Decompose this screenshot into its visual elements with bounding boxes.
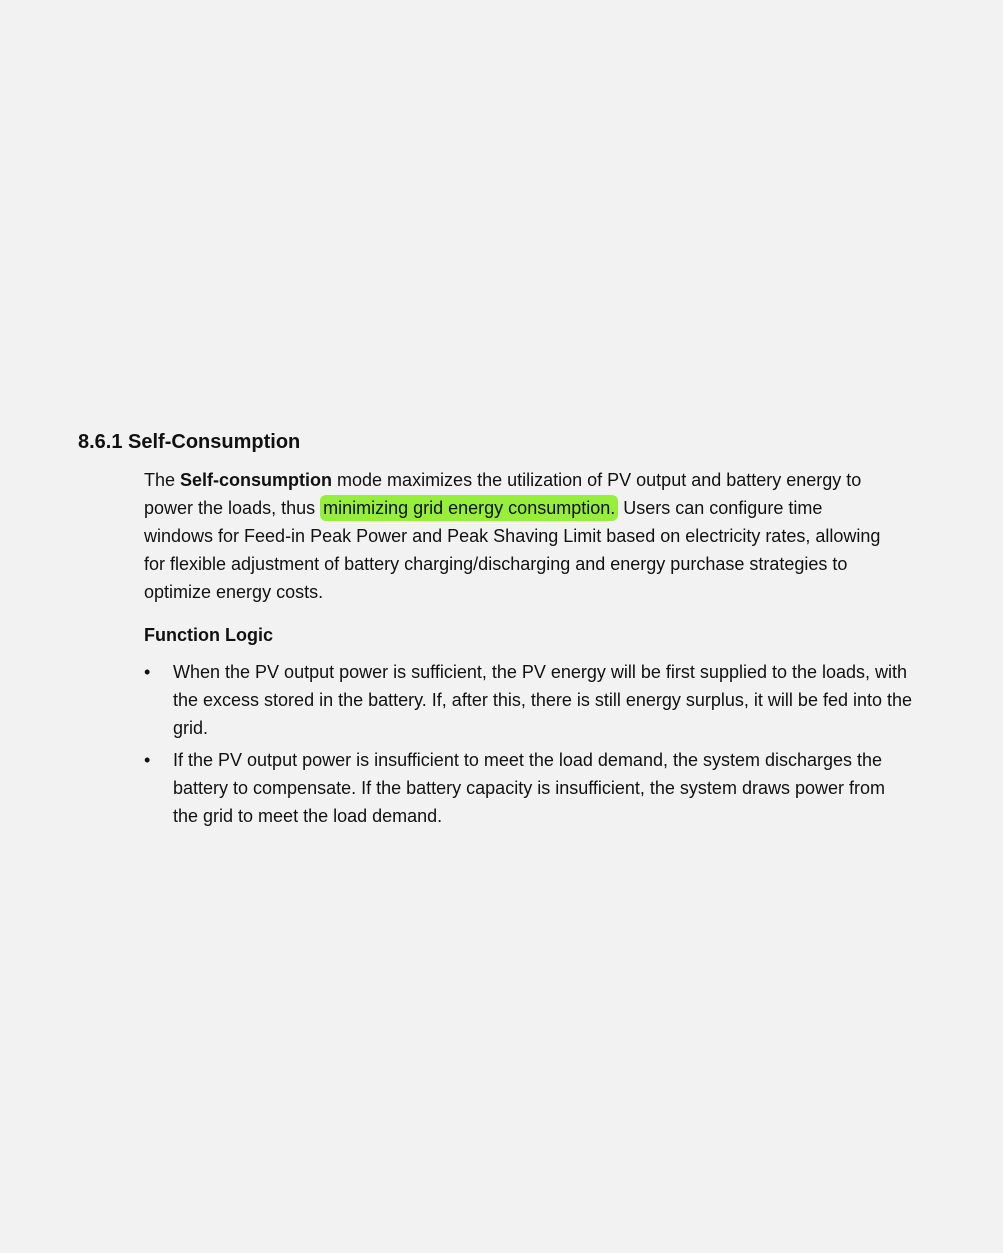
intro-paragraph: [144, 466, 884, 606]
function-logic-list: [144, 658, 914, 834]
section-heading: 8.6.1 Self-Consumption: [78, 431, 301, 453]
highlighted-text: minimizing grid energy consumption.: [320, 495, 618, 521]
list-item-text: When the PV output power is sufficient, the PV energy will be first supplied to the loads, with the excess stored in the battery. If, after this, there is still energy surplus, it will be fed into the grid.: [173, 662, 913, 738]
intro-prefix: The: [144, 470, 181, 490]
intro-bold-term: Self-consumption: [180, 470, 333, 490]
intro-text-part1: mode maximizes the utilization of PV output and battery energy to power the loads, thus: [144, 470, 862, 518]
list-item: [144, 658, 914, 742]
list-item: [144, 746, 914, 830]
intro-text-part2: Users can configure time windows for Feed-in Peak Power and Peak Shaving Limit based on electricity rates, allowing for flexible adjustment of battery charging/discharging and energy purchase strategies to optimize energy costs.: [144, 498, 881, 602]
list-item-text: If the PV output power is insufficient to meet the load demand, the system discharges the battery to compensate. If the battery capacity is insufficient, the system draws power from the grid to meet the load demand.: [173, 750, 885, 826]
bullet-icon: •: [144, 662, 151, 682]
function-logic-heading: Function Logic: [144, 625, 273, 645]
bullet-icon: •: [144, 750, 151, 770]
